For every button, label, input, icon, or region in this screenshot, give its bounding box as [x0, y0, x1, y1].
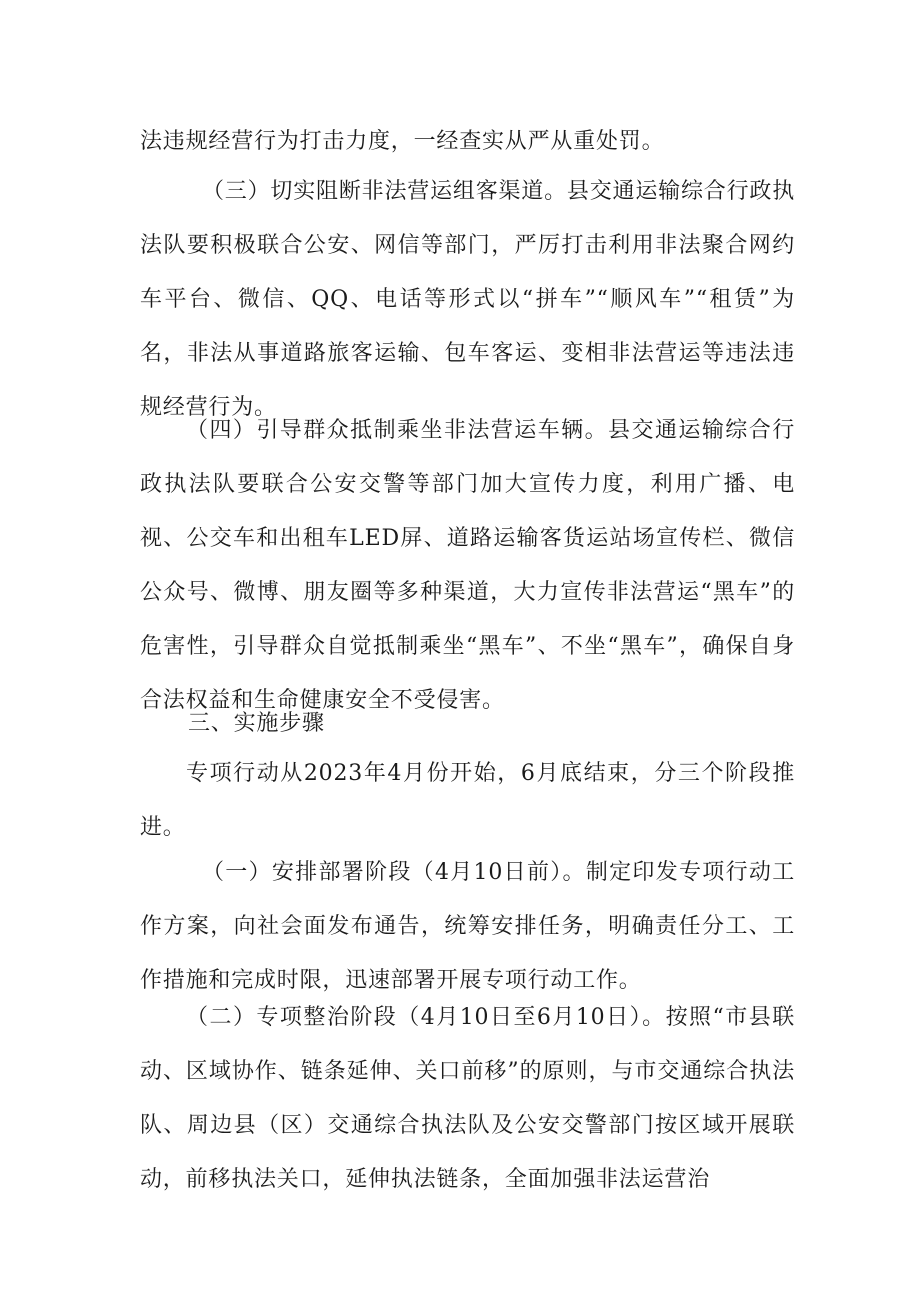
paragraph-section-three: （三）切实阻断非法营运组客渠道。县交通运输综合行政执法队要积极联合公安、网信等部门，严厉打击利用非法聚合网约车平台、微信、QQ、电话等形式以“拼车”“顺风车”“租赁”为名，非法从事道路旅客运输、包车客运、变相非法营运等违法违规经营行为。	[140, 179, 795, 420]
paragraph-phase-one: （一）安排部署阶段（4月10日前）。制定印发专项行动工作方案，向社会面发布通告，统筹安排任务，明确责任分工、工作措施和完成时限，迅速部署开展专项行动工作。	[140, 860, 795, 993]
paragraph-action-period: 专项行动从2023年4月份开始，6月底结束，分三个阶段推进。	[140, 761, 795, 840]
paragraph-section-four: （四）引导群众抵制乘坐非法营运车辆。县交通运输综合行政执法队要联合公安交警等部门加大宣传力度，利用广播、电视、公交车和出租车LED屏、道路运输客货运站场宣传栏、微信公众号、微博、朋友圈等多种渠道，大力宣传非法营运“黑车”的危害性，引导群众自觉抵制乘坐“黑车”、不坐“黑车”，确保自身合法权益和生命健康安全不受侵害。	[140, 418, 795, 713]
paragraph-continuation: 法违规经营行为打击力度，一经查实从严从重处罚。	[140, 129, 665, 154]
paragraph-phase-two: （二）专项整治阶段（4月10日至6月10日）。按照“市县联动、区域协作、链条延伸、关口前移”的原则，与市交通综合执法队、周边县（区）交通综合执法队及公安交警部门按区域开展联动，前移执法关口，延伸执法链条，全面加强非法运营治	[140, 1005, 795, 1192]
section-heading-implementation-steps: 三、实施步骤	[188, 711, 325, 736]
